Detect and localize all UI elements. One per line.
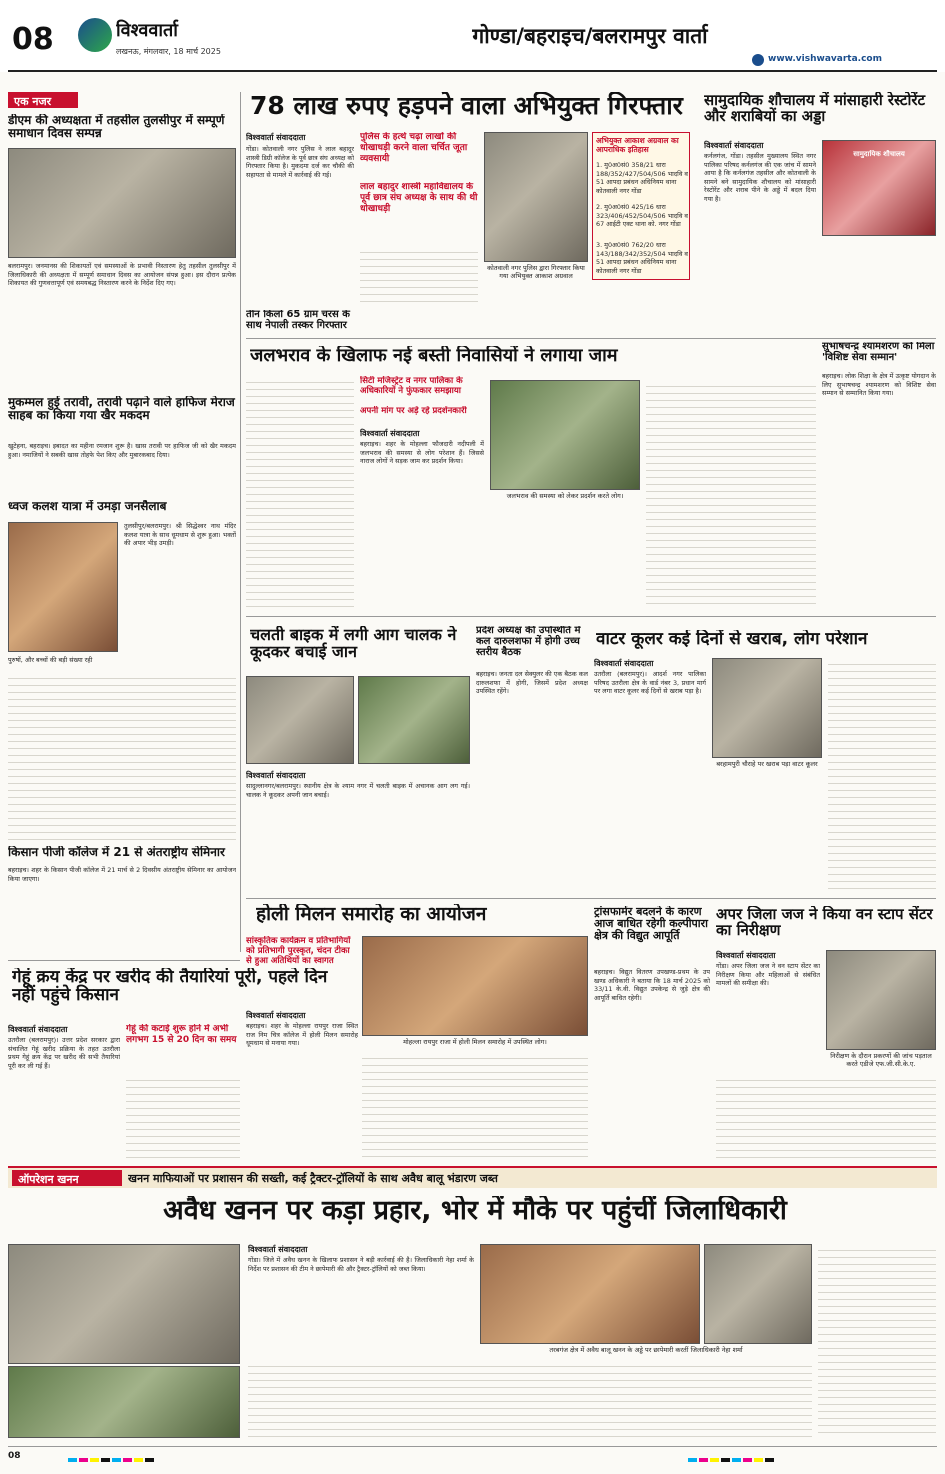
row-divider-3 [246,898,936,899]
history-box [592,132,690,280]
lead-sub-headline: तीन किलो 65 ग्राम चरस के साथ नेपाली तस्कर गिरफ्तार [246,310,350,331]
page-number: 08 [12,22,54,56]
history-item-3: 3. मु0अ0सं0 762/20 धारा 143/188/342/352/504 भादवि व 51 आपदा प्रबंधन अधिनियम थाना कोतवाली नगर गोंडा [596,241,688,275]
lead-photo-caption: कोतवाली नगर पुलिस द्वारा गिरफ्तार किया गया अभियुक्त आकाश अग्रवाल [487,264,585,280]
city-date: लखनऊ, मंगलवार, 18 मार्च 2025 [116,47,221,56]
suvhash-headline: सुभाषचन्द्र श्यामशरण को मिला 'विशिष्ट सेवा सम्मान' [822,342,935,363]
judge-filler [716,1074,936,1162]
wheat-filler [126,1074,240,1162]
ek-nazar-h3-body: तुलसीपुर/बलरामपुर। श्री सिद्धेश्वर नाथ मंदिर कलश यात्रा के साथ धूमधाम से शुरू हुआ। भक्तों की अपार भीड़ उमड़ी। [124,522,236,548]
lead-point-1: पुलिस के हत्थे चढ़ा लाखों की धोखाधड़ी करने वाला चर्चित जूता व्यवसायी [360,132,468,164]
cooler-photo [712,658,822,758]
globe-icon [752,54,764,66]
judge-photo-caption: निरीक्षण के दौरान प्रकरणों की जांच पड़ताल करते एडीजे एफ.जी.सी.के.ए. [830,1052,932,1068]
holi-point-1: सांस्कृतिक कार्यक्रम व प्रतिभागियों को प्रतिभागी पुरस्कृत, चंदन टीका से हुआ अतिथियों का स्वागत [246,936,351,966]
jalbharav-point-1: सिटी मजिस्ट्रेट व नगर पालिका के अधिकारियों ने फुंफकार समझाया [360,376,463,396]
mining-photo-4 [704,1244,812,1344]
jalbharav-photo [490,380,640,490]
row-divider-4 [8,960,240,961]
lead-sub-filler [246,376,354,610]
lead-byline: विश्ववार्ता संवाददाता [246,133,306,142]
cooler-photo-caption: बरहामपुरी चौराहे पर खराब पड़ा वाटर कूलर [716,760,818,768]
ek-nazar-h1: डीएम की अध्यक्षता में तहसील तुलसीपुर में सम्पूर्ण समाधान दिवस सम्पन्न [8,114,225,140]
color-registration-right [688,1452,888,1462]
history-item-2: 2. मु0अ0सं0 425/16 धारा 323/406/452/504/506 भादवि व 67 आईटी एक्ट थाना को. नगर गोंडा [596,203,688,229]
holi-photo [362,936,588,1036]
ek-nazar-h2: मुकम्मल हुई तरावी, तरावी पढ़ाने वाले हाफिज मेराज साहब का किया गया खैर मकदम [8,396,235,422]
website[interactable]: www.vishwavarta.com [768,54,882,64]
jalbharav-point-2: अपनी मांग पर अड़े रहे प्रदर्शनकारी [360,406,467,416]
lead-body: गोंडा। कोतवाली नगर पुलिस ने लाल बहादुर शास्त्री डिग्री कॉलेज के पूर्व छात्र संघ अध्यक्ष को गिरफ्तार किया है। मुकदमा दर्ज कर चौकी की सहायता से मामले में कार्रवाई की गई। [246,145,354,179]
suvhash-body: बहराइच। लोक शिक्षा के क्षेत्र में उत्कृष्ट योगदान के लिए सुभाषचन्द्र श्यामशरण को विशिष्ट सेवा सम्मान से सम्मानित किया गया। [822,372,936,398]
mining-filler-1 [248,1360,812,1438]
cooler-filler [828,658,936,892]
judge-photo [826,950,936,1050]
pradesh-headline: प्रदेश अध्यक्ष की उपस्थिति में कल दारुलशफा में होगी उच्च स्तरीय बैठक [476,626,581,658]
row-divider-2 [246,616,936,617]
color-registration-left [68,1452,268,1462]
judge-byline: विश्ववार्ता संवाददाता [716,951,776,960]
holi-filler [362,1052,588,1162]
brand-name: विश्ववार्ता [116,20,178,41]
cooler-byline: विश्ववार्ता संवाददाता [594,659,654,668]
transformer-headline: ट्रांसफार्मर बदलने के कारण आज बाधित रहेगी कल्पीपारा क्षेत्र की विद्युत आपूर्ति [594,906,708,942]
bike-photo-1 [246,676,354,764]
jalbharav-headline: जलभराव के खिलाफ नई बस्ती निवासियों ने लगाया जाम [250,346,618,366]
toilet-headline: सामुदायिक शौचालय में मांसाहारी रेस्टोरेंट और शराबियों का अड्डा [704,92,926,126]
ek-nazar-h3: ध्वज कलश यात्रा में उमड़ा जनसैलाब [8,500,167,513]
mining-photo-caption: तरबगंज क्षेत्र में अवैध बालू खनन के अड्डे पर छापेमारी करतीं जिलाधिकारी नेहा शर्मा [549,1346,743,1354]
cooler-headline: वाटर कूलर कई दिनों से खराब, लोग परेशान [596,630,868,649]
ek-nazar-h2-body: खुटेहना, बहराइच। इबादत का महीना रमजान शुरू है। खास तरावी पर हाफिज जी को खैर मकदम हुआ। नमाजियों ने सबकी खास तोहफे पेश किए और मुबारकबाद दिया। [8,442,236,459]
pradesh-body: बहराइच। जनता दल सेक्युलर की एक बैठक कल दारुलशफा में होगी, जिसमें प्रदेश अध्यक्ष उपस्थित रहेंगे। [476,670,588,696]
col-divider-1 [240,92,241,952]
wheat-byline: विश्ववार्ता संवाददाता [8,1025,68,1034]
mining-photo-2 [8,1366,240,1438]
toilet-byline: विश्ववार्ता संवाददाता [704,141,764,150]
ek-nazar-photo-1 [8,148,236,258]
footer-bar [8,1446,937,1466]
wheat-body: उतरौला (बलरामपुर)। उत्तर प्रदेश सरकार द्वारा संचालित गेहूं खरीद प्रक्रिया के तहत उतरौला प्रथम गेहूं क्रय केंद्र पर खरीद की सभी तैयारियां पूरी कर ली गई हैं। [8,1036,120,1070]
history-title: अभियुक्त आकाश अग्रवाल का आपराधिक इतिहास [596,136,679,154]
section-title: गोण्डा/बहराइच/बलरामपुर वार्ता [472,24,708,48]
holi-byline: विश्ववार्ता संवाददाता [246,1011,306,1020]
masthead [0,0,945,72]
ek-nazar-column [8,92,236,672]
mining-filler-2 [818,1244,936,1438]
mining-headline: अवैध खनन पर कड़ा प्रहार, भोर में मौके पर पहुंचीं जिलाधिकारी [163,1196,787,1226]
masthead-rule [8,70,937,72]
ek-nazar-filler-1 [8,672,236,842]
holi-photo-caption: मोहल्ला रायपुर राजा में होली मिलन समारोह में उपस्थित लोग। [403,1038,547,1046]
judge-body: गोंडा। अपर जिला जज ने वन स्टाप सेंटर का निरीक्षण किया और महिलाओं से संबंधित मामलों की समीक्षा की। [716,962,820,988]
jalbharav-photo-caption: जलभराव की समस्या को लेकर प्रदर्शन करते लोग। [506,492,624,500]
mining-byline: विश्ववार्ता संवाददाता [248,1245,308,1254]
transformer-body: बहराइच। विद्युत वितरण उपखण्ड-प्रथम के उप खण्ड अधिकारी ने बताया कि 18 मार्च 2025 को 33/11 के.वी. विद्युत उपकेन्द्र से जुड़े क्षेत्र की आपूर्ति बाधित रहेगी। [594,968,710,1002]
bike-body: सादुल्लानगर/बलरामपुर। स्थानीय क्षेत्र के श्याम नगर में चलती बाइक में अचानक आग लग गई। चालक ने कूदकर अपनी जान बचाई। [246,782,470,799]
bike-headline: चलती बाइक में लगी आग चालक ने कूदकर बचाई जान [250,626,457,662]
cooler-body: उतरौला (बलरामपुर)। आदर्श नगर पालिका परिषद उतरौला क्षेत्र के वार्ड नंबर 3, प्रधान मार्ग पर लगा वाटर कूलर कई दिनों से खराब पड़ा है। [594,670,706,696]
lead-point-2: लाल बहादुर शास्त्री महाविद्यालय के पूर्व छात्र संघ अध्यक्ष के साथ की थी धोखाधड़ी [360,182,478,214]
mining-body: गोंडा। जिले में अवैध खनन के खिलाफ प्रशासन ने बड़ी कार्रवाई की है। जिलाधिकारी नेहा शर्मा के निर्देश पर प्रशासन की टीम ने छापेमारी की और ट्रैक्टर-ट्रॉलियों को जब्त किया। [248,1256,474,1273]
bike-byline: विश्ववार्ता संवाददाता [246,771,306,780]
mining-tag-line: खनन माफियाओं पर प्रशासन की सख्ती, कई ट्रैक्टर-ट्रॉलियों के साथ अवैध बालू भंडारण जब्त [128,1172,498,1185]
holi-body: बहराइच। शहर के मोहल्ला रायपुर राजा स्थित राज निम चित्र कॉलेज में होली मिलन समारोह धूमधाम से मनाया गया। [246,1022,358,1048]
mining-tag: ऑपरेशन खनन [12,1170,122,1186]
jalbharav-body: बहराइच। शहर के मोहल्ला फौजदारी नदीपली में जलभराव की समस्या से लोग परेशान हैं। जिससे नाराज लोगों ने सड़क जाम कर प्रदर्शन किया। [360,440,484,466]
wheat-headline: गेहूं क्रय केंद्र पर खरीद की तैयारियां पूरी, पहले दिन नहीं पहुंचे किसान [12,968,328,1006]
ek-nazar-h1-body: बलरामपुर। जनमानस की शिकायतों एवं समस्याओं के प्रभावी निस्तारण हेतु तहसील तुलसीपुर में जिलाधिकारी की अध्यक्षता में सम्पूर्ण समाधान दिवस का आयोजन संपन्न हुआ। इस दौरान प्रत्येक शिकायत की गुणवत्तापूर्ण एवं समयबद्ध निस्तारण करने के निर्देश दिए गए। [8,262,236,288]
brand-logo-icon [78,18,112,52]
ek-nazar-h4-body: बहराइच। शहर के किसान पीजी कॉलेज में 21 मार्च से 2 दिवसीय अंतराष्ट्रीय सेमिनार का आयोजन किया जाएगा। [8,866,236,883]
footer-page-number: 08 [8,1451,21,1461]
ek-nazar-h3-caption: पुरुषों, और बच्चों की बड़ी संख्या रही [8,656,93,664]
history-item-1: 1. मु0अ0सं0 358/21 धारा 188/352/427/504/506 भादवि व 51 आपदा प्रबंधन अधिनियम थाना कोतवाली नगर गोंडा [596,161,688,195]
wheat-callout: गेहूं की कटाई शुरू होने में अभी लगभग 15 से 20 दिन का समय [126,1024,237,1045]
lead-photo [484,132,588,262]
ek-nazar-photo-2 [8,522,118,652]
lead-filler [360,246,478,304]
row-divider-1 [246,338,936,339]
ek-nazar-label: एक नजर [8,92,78,108]
holi-headline: होली मिलन समारोह का आयोजन [256,904,487,925]
jalbharav-filler [646,380,816,610]
judge-headline: अपर जिला जज ने किया वन स्टाप सेंटर का निरीक्षण [716,906,933,940]
toilet-banner: सामुदायिक शौचालय [853,150,905,158]
mining-photo-3 [480,1244,700,1344]
jalbharav-byline: विश्ववार्ता संवाददाता [360,429,420,438]
toilet-body: कर्नलगंज, गोंडा। तहसील मुख्यालय स्थित नगर पालिका परिषद कर्नलगंज की एक जांच में सामने आया है कि कर्नलगंज तहसील और कोतवाली के सामने बने सामुदायिक शौचालय को मांसाहारी रेस्टोरेंट और शराब पीने के अड्डे में बदल दिया गया है। [704,152,816,203]
lead-headline: 78 लाख रुपए हड़पने वाला अभियुक्त गिरफ्तार [250,92,683,120]
bike-photo-2 [358,676,470,764]
mining-photo-1 [8,1244,240,1364]
ek-nazar-h4: किसान पीजी कॉलेज में 21 से अंतराष्ट्रीय सेमिनार [8,846,225,859]
mining-banner [8,1166,937,1188]
